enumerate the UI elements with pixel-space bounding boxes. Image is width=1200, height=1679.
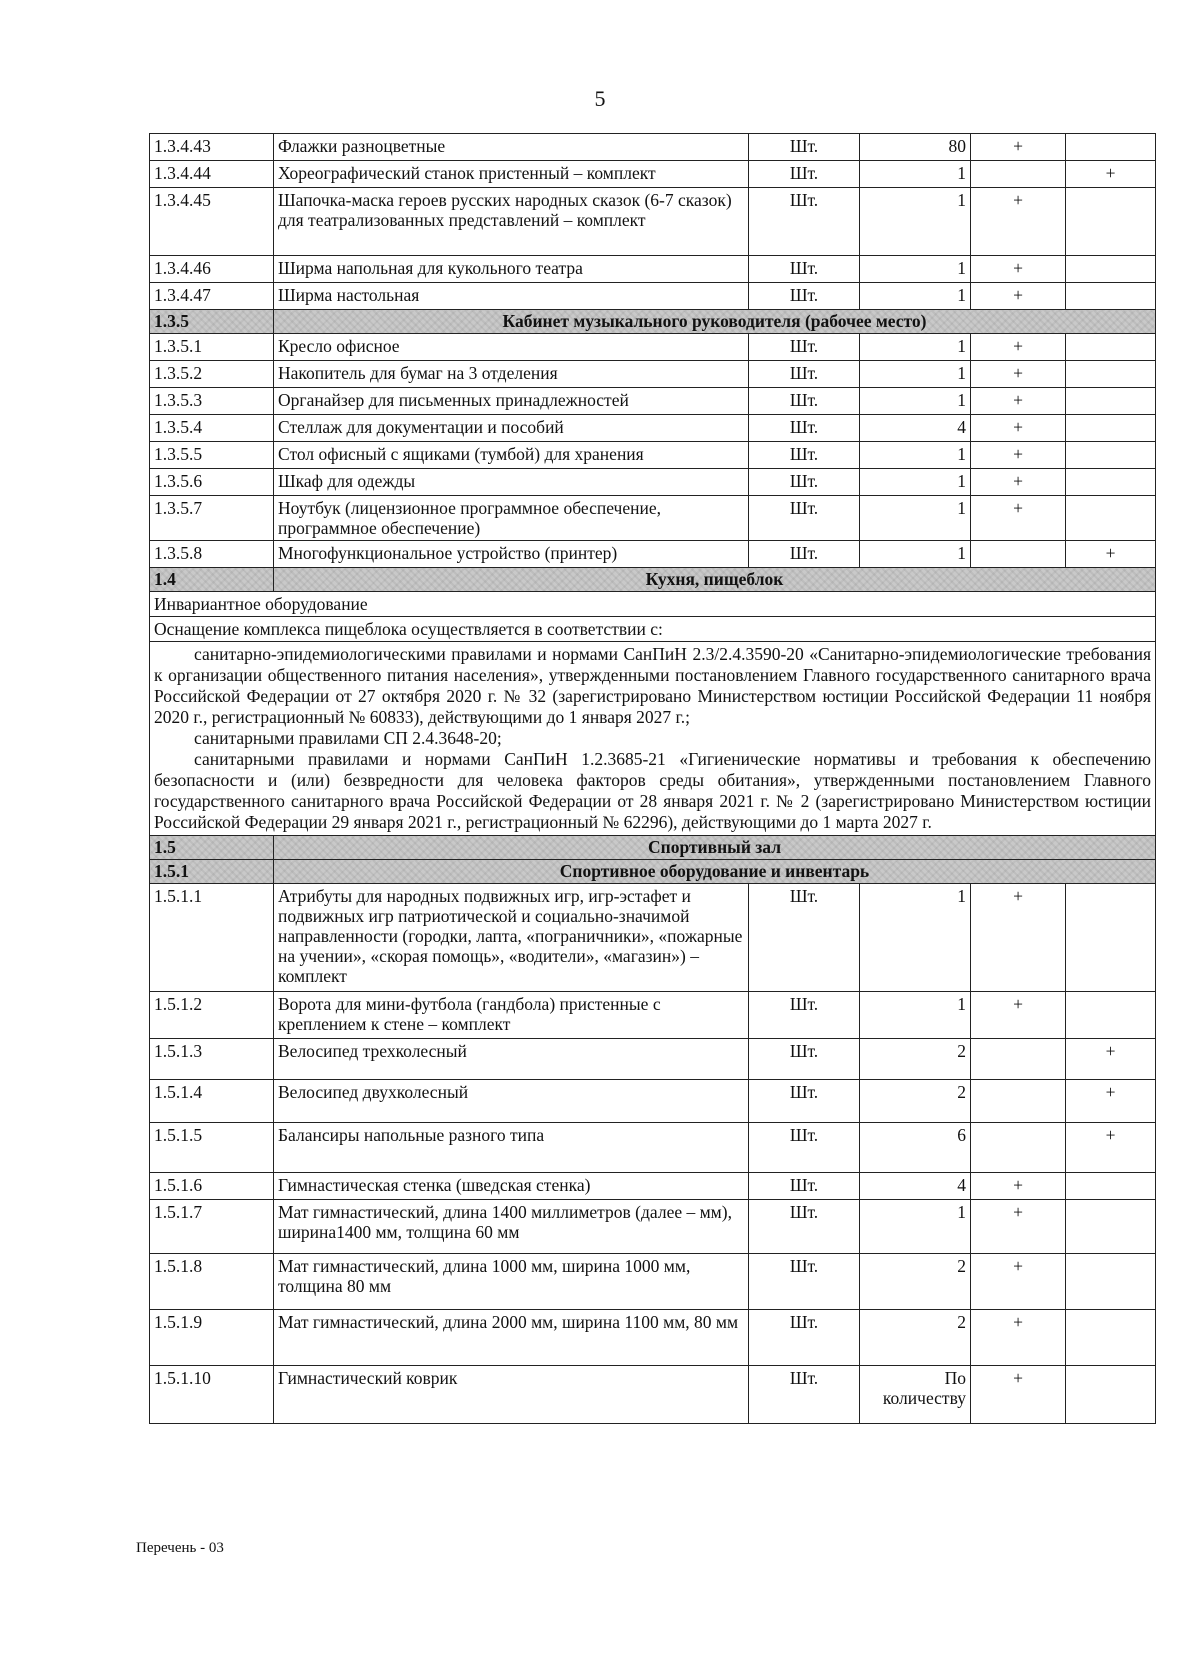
item-quantity: 1 xyxy=(860,442,971,469)
item-mark-column-2 xyxy=(1066,1366,1156,1424)
item-unit: Шт. xyxy=(749,161,860,188)
item-code: 1.3.4.47 xyxy=(150,283,274,310)
item-mark-column-1 xyxy=(971,541,1066,568)
regulation-paragraph: санитарными правилами СП 2.4.3648-20; xyxy=(194,728,502,748)
item-code: 1.3.5.8 xyxy=(150,541,274,568)
table-row xyxy=(150,1310,1156,1366)
item-mark-column-1 xyxy=(971,161,1066,188)
item-name: Ширма настольная xyxy=(274,283,749,310)
item-quantity: 1 xyxy=(860,992,971,1039)
item-mark-column-2 xyxy=(1066,1310,1156,1366)
item-code: 1.5.1.7 xyxy=(150,1200,274,1254)
item-unit: Шт. xyxy=(749,496,860,541)
item-code: 1.3.5.3 xyxy=(150,388,274,415)
item-unit: Шт. xyxy=(749,361,860,388)
item-mark-column-2 xyxy=(1066,334,1156,361)
item-mark-column-2 xyxy=(1066,256,1156,283)
item-unit: Шт. xyxy=(749,188,860,256)
item-unit: Шт. xyxy=(749,1080,860,1123)
item-mark-column-1: + xyxy=(971,134,1066,161)
item-name: Флажки разноцветные xyxy=(274,134,749,161)
item-mark-column-2 xyxy=(1066,1200,1156,1254)
item-mark-column-2 xyxy=(1066,442,1156,469)
item-code: 1.3.5.7 xyxy=(150,496,274,541)
item-unit: Шт. xyxy=(749,256,860,283)
item-unit: Шт. xyxy=(749,1123,860,1173)
item-mark-column-1: + xyxy=(971,496,1066,541)
invariant-row xyxy=(150,592,1156,617)
item-unit: Шт. xyxy=(749,334,860,361)
item-mark-column-2 xyxy=(1066,283,1156,310)
item-name: Мат гимнастический, длина 1400 миллиметров (далее – мм), ширина1400 мм, толщина 60 мм xyxy=(274,1200,749,1254)
invariant-label: Инвариантное оборудование xyxy=(150,592,1156,617)
item-name: Атрибуты для народных подвижных игр, игр-эстафет и подвижных игр патриотической и социально-значимой направленности (городки, лапта, «пограничники», «пожарные на учении», «скорая помощь», «водители», «магазин») – комплект xyxy=(274,884,749,992)
item-name: Велосипед двухколесный xyxy=(274,1080,749,1123)
item-name: Хореографический станок пристенный – комплект xyxy=(274,161,749,188)
table-row xyxy=(150,161,1156,188)
item-unit: Шт. xyxy=(749,442,860,469)
table-row xyxy=(150,1039,1156,1080)
item-code: 1.3.5.1 xyxy=(150,334,274,361)
section-code: 1.4 xyxy=(150,568,274,592)
item-unit: Шт. xyxy=(749,415,860,442)
section-code: 1.5.1 xyxy=(150,860,274,884)
item-mark-column-1: + xyxy=(971,469,1066,496)
item-mark-column-1: + xyxy=(971,256,1066,283)
item-mark-column-2 xyxy=(1066,992,1156,1039)
item-mark-column-2 xyxy=(1066,388,1156,415)
table-row xyxy=(150,134,1156,161)
table-row xyxy=(150,992,1156,1039)
item-quantity: 1 xyxy=(860,188,971,256)
item-name: Органайзер для письменных принадлежностей xyxy=(274,388,749,415)
item-code: 1.5.1.3 xyxy=(150,1039,274,1080)
item-mark-column-1: + xyxy=(971,442,1066,469)
item-mark-column-2 xyxy=(1066,469,1156,496)
table-row xyxy=(150,1080,1156,1123)
item-quantity: 1 xyxy=(860,161,971,188)
item-mark-column-1: + xyxy=(971,1366,1066,1424)
table-row xyxy=(150,1173,1156,1200)
table-row xyxy=(150,415,1156,442)
item-mark-column-2: + xyxy=(1066,541,1156,568)
regulations-row xyxy=(150,642,1156,836)
table-row xyxy=(150,469,1156,496)
equipment-table xyxy=(149,133,1156,1424)
section-code: 1.5 xyxy=(150,836,274,860)
item-quantity: 1 xyxy=(860,283,971,310)
item-quantity: 4 xyxy=(860,1173,971,1200)
item-code: 1.5.1.4 xyxy=(150,1080,274,1123)
item-mark-column-1 xyxy=(971,1123,1066,1173)
item-code: 1.5.1.8 xyxy=(150,1254,274,1310)
item-code: 1.3.5.2 xyxy=(150,361,274,388)
item-mark-column-1: + xyxy=(971,1254,1066,1310)
item-name: Многофункциональное устройство (принтер) xyxy=(274,541,749,568)
item-mark-column-1: + xyxy=(971,1200,1066,1254)
item-mark-column-1: + xyxy=(971,1173,1066,1200)
table-row xyxy=(150,188,1156,256)
item-code: 1.5.1.5 xyxy=(150,1123,274,1173)
item-code: 1.3.4.45 xyxy=(150,188,274,256)
item-quantity: 1 xyxy=(860,496,971,541)
item-quantity: 1 xyxy=(860,256,971,283)
item-mark-column-1: + xyxy=(971,388,1066,415)
item-name: Стол офисный с ящиками (тумбой) для хранения xyxy=(274,442,749,469)
item-name: Стеллаж для документации и пособий xyxy=(274,415,749,442)
item-unit: Шт. xyxy=(749,469,860,496)
item-mark-column-2: + xyxy=(1066,1123,1156,1173)
item-quantity: 1 xyxy=(860,541,971,568)
item-mark-column-1: + xyxy=(971,992,1066,1039)
item-mark-column-2 xyxy=(1066,415,1156,442)
section-row-1-5-1 xyxy=(150,860,1156,884)
item-code: 1.5.1.2 xyxy=(150,992,274,1039)
table-row xyxy=(150,361,1156,388)
item-name: Гимнастическая стенка (шведская стенка) xyxy=(274,1173,749,1200)
item-code: 1.5.1.9 xyxy=(150,1310,274,1366)
section-title: Спортивное оборудование и инвентарь xyxy=(274,860,1156,884)
item-name: Велосипед трехколесный xyxy=(274,1039,749,1080)
item-mark-column-2: + xyxy=(1066,1080,1156,1123)
item-name: Накопитель для бумаг на 3 отделения xyxy=(274,361,749,388)
item-mark-column-1: + xyxy=(971,334,1066,361)
item-unit: Шт. xyxy=(749,1366,860,1424)
item-quantity: 4 xyxy=(860,415,971,442)
item-code: 1.5.1.10 xyxy=(150,1366,274,1424)
equipment-intro-row xyxy=(150,617,1156,642)
item-unit: Шт. xyxy=(749,388,860,415)
section-row-1-5 xyxy=(150,836,1156,860)
regulation-paragraph: санитарно-эпидемиологическими правилами и нормами СанПиН 2.3/2.4.3590-20 «Санитарно-эпидемиологические требования к организации общественного питания населения», утвержденными постановлением Главного государственного санитарного врача Российской Федерации от 27 октября 2020 г. № 32 (зарегистрировано Министерством юстиции Российской Федерации 11 ноября 2020 г., регистрационный № 60833), действующими до 1 января 2027 г.; xyxy=(154,644,1151,727)
item-mark-column-1: + xyxy=(971,283,1066,310)
item-mark-column-1: + xyxy=(971,361,1066,388)
regulation-paragraph: санитарными правилами и нормами СанПиН 1.2.3685-21 «Гигиенические нормативы и требования к обеспечению безопасности и (или) безвредности для человека факторов среды обитания», утвержденными постановлением Главного государственного санитарного врача Российской Федерации от 28 января 2021 г. № 2 (зарегистрировано Министерством юстиции Российской Федерации 29 января 2021 г., регистрационный № 62296), действующими до 1 марта 2027 г. xyxy=(154,749,1151,832)
item-quantity: 80 xyxy=(860,134,971,161)
item-name: Ноутбук (лицензионное программное обеспечение, программное обеспечение) xyxy=(274,496,749,541)
item-code: 1.5.1.1 xyxy=(150,884,274,992)
item-mark-column-2 xyxy=(1066,496,1156,541)
item-unit: Шт. xyxy=(749,992,860,1039)
item-mark-column-2 xyxy=(1066,884,1156,992)
item-mark-column-2 xyxy=(1066,134,1156,161)
section-row-1-3-5 xyxy=(150,310,1156,334)
item-name: Ворота для мини-футбола (гандбола) пристенные с креплением к стене – комплект xyxy=(274,992,749,1039)
item-quantity: 2 xyxy=(860,1310,971,1366)
table-row xyxy=(150,1123,1156,1173)
item-quantity: 2 xyxy=(860,1254,971,1310)
table-row xyxy=(150,256,1156,283)
table-row xyxy=(150,283,1156,310)
item-mark-column-2 xyxy=(1066,1254,1156,1310)
item-mark-column-1 xyxy=(971,1039,1066,1080)
item-mark-column-2: + xyxy=(1066,161,1156,188)
item-mark-column-1 xyxy=(971,1080,1066,1123)
item-quantity: 2 xyxy=(860,1039,971,1080)
item-quantity: 1 xyxy=(860,334,971,361)
item-code: 1.3.4.46 xyxy=(150,256,274,283)
table-row xyxy=(150,388,1156,415)
item-quantity: 1 xyxy=(860,361,971,388)
item-mark-column-2 xyxy=(1066,1173,1156,1200)
item-name: Шапочка-маска героев русских народных сказок (6-7 сказок) для театрализованных представлений – комплект xyxy=(274,188,749,256)
item-quantity: 1 xyxy=(860,388,971,415)
item-mark-column-1: + xyxy=(971,415,1066,442)
section-title: Кабинет музыкального руководителя (рабочее место) xyxy=(274,310,1156,334)
table-row xyxy=(150,1366,1156,1424)
item-mark-column-2 xyxy=(1066,188,1156,256)
table-row xyxy=(150,496,1156,541)
item-mark-column-1: + xyxy=(971,188,1066,256)
item-name: Шкаф для одежды xyxy=(274,469,749,496)
item-unit: Шт. xyxy=(749,541,860,568)
item-code: 1.3.5.4 xyxy=(150,415,274,442)
item-unit: Шт. xyxy=(749,1173,860,1200)
item-quantity: 1 xyxy=(860,884,971,992)
item-unit: Шт. xyxy=(749,1200,860,1254)
item-name: Ширма напольная для кукольного театра xyxy=(274,256,749,283)
item-unit: Шт. xyxy=(749,283,860,310)
item-name: Мат гимнастический, длина 1000 мм, ширина 1000 мм, толщина 80 мм xyxy=(274,1254,749,1310)
table-row xyxy=(150,334,1156,361)
item-mark-column-2: + xyxy=(1066,1039,1156,1080)
table-row xyxy=(150,1254,1156,1310)
item-quantity: 1 xyxy=(860,1200,971,1254)
item-unit: Шт. xyxy=(749,884,860,992)
item-code: 1.5.1.6 xyxy=(150,1173,274,1200)
item-code: 1.3.5.6 xyxy=(150,469,274,496)
item-name: Мат гимнастический, длина 2000 мм, ширина 1100 мм, 80 мм xyxy=(274,1310,749,1366)
regulations-block xyxy=(150,642,1156,836)
item-code: 1.3.4.43 xyxy=(150,134,274,161)
item-unit: Шт. xyxy=(749,1310,860,1366)
item-mark-column-2 xyxy=(1066,361,1156,388)
section-row-1-4 xyxy=(150,568,1156,592)
footer-label: Перечень - 03 xyxy=(136,1540,224,1556)
table-row xyxy=(150,442,1156,469)
table-row xyxy=(150,541,1156,568)
table-row xyxy=(150,884,1156,992)
item-name: Балансиры напольные разного типа xyxy=(274,1123,749,1173)
section-title: Спортивный зал xyxy=(274,836,1156,860)
item-unit: Шт. xyxy=(749,134,860,161)
section-title: Кухня, пищеблок xyxy=(274,568,1156,592)
equipment-intro: Оснащение комплекса пищеблока осуществляется в соответствии с: xyxy=(150,617,1156,642)
item-mark-column-1: + xyxy=(971,1310,1066,1366)
item-code: 1.3.4.44 xyxy=(150,161,274,188)
item-unit: Шт. xyxy=(749,1254,860,1310)
item-name: Кресло офисное xyxy=(274,334,749,361)
item-code: 1.3.5.5 xyxy=(150,442,274,469)
item-mark-column-1: + xyxy=(971,884,1066,992)
item-quantity: 1 xyxy=(860,469,971,496)
section-code: 1.3.5 xyxy=(150,310,274,334)
item-unit: Шт. xyxy=(749,1039,860,1080)
item-quantity: 6 xyxy=(860,1123,971,1173)
item-quantity: 2 xyxy=(860,1080,971,1123)
table-row xyxy=(150,1200,1156,1254)
page-number: 5 xyxy=(594,86,606,111)
item-quantity: По количеству xyxy=(860,1366,971,1424)
item-name: Гимнастический коврик xyxy=(274,1366,749,1424)
